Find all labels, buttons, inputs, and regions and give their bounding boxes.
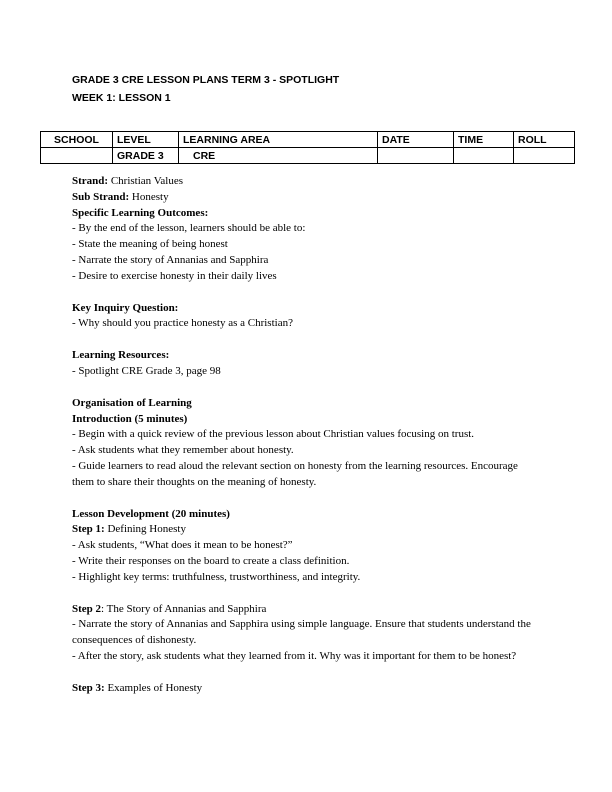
list-item: - Write their responses on the board to create a class definition. <box>72 554 350 567</box>
table-header-cell: LEVEL <box>113 132 179 148</box>
step-3-label: Step 3: <box>72 681 105 694</box>
table-cell: CRE <box>179 148 378 164</box>
list-item: - State the meaning of being honest <box>72 238 228 251</box>
table-row <box>41 148 575 164</box>
table-header-cell: ROLL <box>514 132 575 148</box>
list-item: - By the end of the lesson, learners should be able to: <box>72 222 306 235</box>
document-header <box>72 71 339 107</box>
step-3-title: Examples of Honesty <box>104 681 203 694</box>
lesson-info-table <box>40 131 575 164</box>
list-item: - Begin with a quick review of the previous lesson about Christian values focusing on trust. <box>72 428 475 441</box>
table-cell <box>454 148 514 164</box>
week-lesson-label: WEEK 1: LESSON 1 <box>72 92 171 104</box>
step-3-line <box>72 681 542 697</box>
table-header-cell: LEARNING AREA <box>179 132 378 148</box>
step-1-title: Defining Honesty <box>104 523 186 536</box>
list-item: - After the story, ask students what they learned from it. Why was it important for them to be honest? <box>72 649 517 662</box>
list-item: - Narrate the story of Annanias and Sapphira using simple language. Ensure that students understand the consequences of dishonesty. <box>72 618 531 647</box>
list-item: - Narrate the story of Annanias and Sapphira <box>72 253 269 266</box>
development-heading: Lesson Development (20 minutes) <box>72 507 230 520</box>
outcomes-heading: Specific Learning Outcomes: <box>72 206 209 219</box>
list-item: - Ask students what they remember about honesty. <box>72 444 294 457</box>
list-item: - Why should you practice honesty as a Christian? <box>72 317 293 330</box>
step-1-line <box>72 522 542 538</box>
table-cell <box>514 148 575 164</box>
step-2-label: Step 2 <box>72 602 102 615</box>
table-cell: GRADE 3 <box>113 148 179 164</box>
table-header-cell: TIME <box>454 132 514 148</box>
organisation-heading: Organisation of Learning <box>72 396 192 409</box>
sub-strand-line <box>72 190 542 206</box>
list-item: - Highlight key terms: truthfulness, trustworthiness, and integrity. <box>72 570 361 583</box>
strand-value: Christian Values <box>108 175 184 187</box>
table-header-cell: SCHOOL <box>41 132 113 148</box>
table-cell <box>378 148 454 164</box>
sub-strand-value: Honesty <box>129 190 169 203</box>
lesson-body <box>72 174 542 697</box>
table-header-row <box>41 132 575 148</box>
strand-line <box>72 174 542 190</box>
introduction-heading: Introduction (5 minutes) <box>72 412 188 425</box>
list-item: - Spotlight CRE Grade 3, page 98 <box>72 364 221 377</box>
step-2-title: : The Story of Annanias and Sapphira <box>101 602 267 615</box>
table-cell <box>41 148 113 164</box>
list-item: - Guide learners to read aloud the relevant section on honesty from the learning resources. Encourage them to share their thoughts on the meaning of honesty. <box>72 459 518 488</box>
document-title: GRADE 3 CRE LESSON PLANS TERM 3 - SPOTLIGHT <box>72 74 340 86</box>
inquiry-heading: Key Inquiry Question: <box>72 301 179 314</box>
list-item: - Desire to exercise honesty in their daily lives <box>72 269 277 282</box>
resources-heading: Learning Resources: <box>72 349 170 362</box>
step-2-line <box>72 602 542 618</box>
table-header-cell: DATE <box>378 132 454 148</box>
strand-label: Strand: <box>72 175 109 187</box>
sub-strand-label: Sub Strand: <box>72 190 130 203</box>
list-item: - Ask students, “What does it mean to be honest?” <box>72 539 293 552</box>
step-1-label: Step 1: <box>72 523 105 536</box>
